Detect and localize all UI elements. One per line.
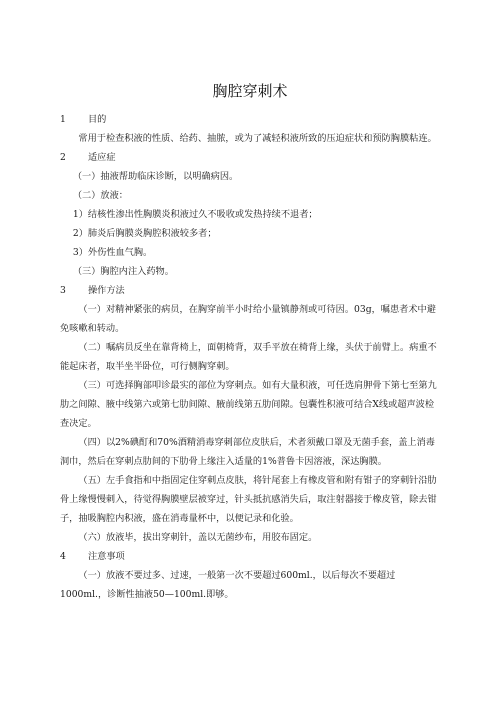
section-heading (60, 148, 438, 167)
section-number: 3 (60, 285, 66, 296)
section-title: 操作方法 (88, 285, 125, 296)
paragraph: （二）嘱病员反坐在靠背椅上，面朝椅背，双手平放在椅背上缘，头伏于前臂上。病重不能起床者，取半坐半卧位，可行侧胸穿刺。 (60, 342, 437, 372)
page-title: 胸腔穿刺术 (212, 82, 288, 100)
section-heading (60, 547, 438, 566)
section-number: 4 (60, 551, 66, 562)
section-heading (60, 110, 438, 129)
section-title: 目的 (88, 114, 107, 125)
list-item: 1）结核性渗出性胸膜炎积液过久不吸收或发热持续不退者； (72, 209, 318, 220)
paragraph: （三）可选择胸部叩诊最实的部位为穿刺点。如有大量积液，可任选肩胛骨下第七至第九肋之间隙、腋中线第六或第七肋间隙、腋前线第五肋间隙。包囊性积液可结合X线或超声波检查决定。 (60, 380, 437, 429)
section-title: 适应症 (88, 152, 116, 163)
paragraph: （一）对精神紧张的病员，在胸穿前半小时给小量镇静剂或可待因。03g，嘱患者术中避免咳嗽和转动。 (60, 304, 436, 334)
section-indications (60, 148, 438, 281)
list-item: （三）胸腔内注入药物。 (72, 266, 174, 277)
section-number: 1 (60, 114, 66, 125)
section-purpose (60, 110, 438, 148)
paragraph: 常用于检查积液的性质、给药、抽脓，或为了减轻积液所致的压迫症状和预防胸膜粘连。 (78, 133, 437, 144)
list-item: （一）抽液帮助临床诊断，以明确病因。 (72, 171, 239, 182)
paragraph: （四）以2%碘酊和70%酒精消毒穿刺部位皮肤后，术者须戴口罩及无菌手套，盖上消毒洞巾，然后在穿刺点肋间的下肋骨上缘注入适量的1%普鲁卡因溶液，深达胸膜。 (60, 437, 435, 467)
list-item: 3）外伤性血气胸。 (72, 247, 153, 258)
paragraph: （六）放液毕，拔出穿刺针，盖以无菌纱布，用胶布固定。 (78, 532, 318, 543)
section-precautions (60, 547, 438, 604)
section-title: 注意事项 (88, 551, 125, 562)
list-item: （二）放液： (72, 190, 128, 201)
paragraph: （五）左手食指和中指固定住穿刺点皮肤，将针尾套上有橡皮管和附有钳子的穿刺针沿肋骨上缘慢慢刺入，待觉得胸膜壁层被穿过，针头抵抗感消失后，取注射器接于橡皮管，除去钳子，抽吸胸腔内积液，盛在消毒量杯中，以便记录和化验。 (60, 475, 437, 524)
paragraph: （一）放液不要过多、过速，一般第一次不要超过600ml.，以后每次不要超过1000ml.，诊断性抽液50—100ml.即够。 (60, 570, 396, 600)
list-item: 2）肺炎后胸膜炎胸腔积液较多者； (72, 228, 217, 239)
document-body (60, 110, 438, 604)
section-heading (60, 281, 438, 300)
section-procedure (60, 281, 438, 547)
section-number: 2 (60, 152, 66, 163)
